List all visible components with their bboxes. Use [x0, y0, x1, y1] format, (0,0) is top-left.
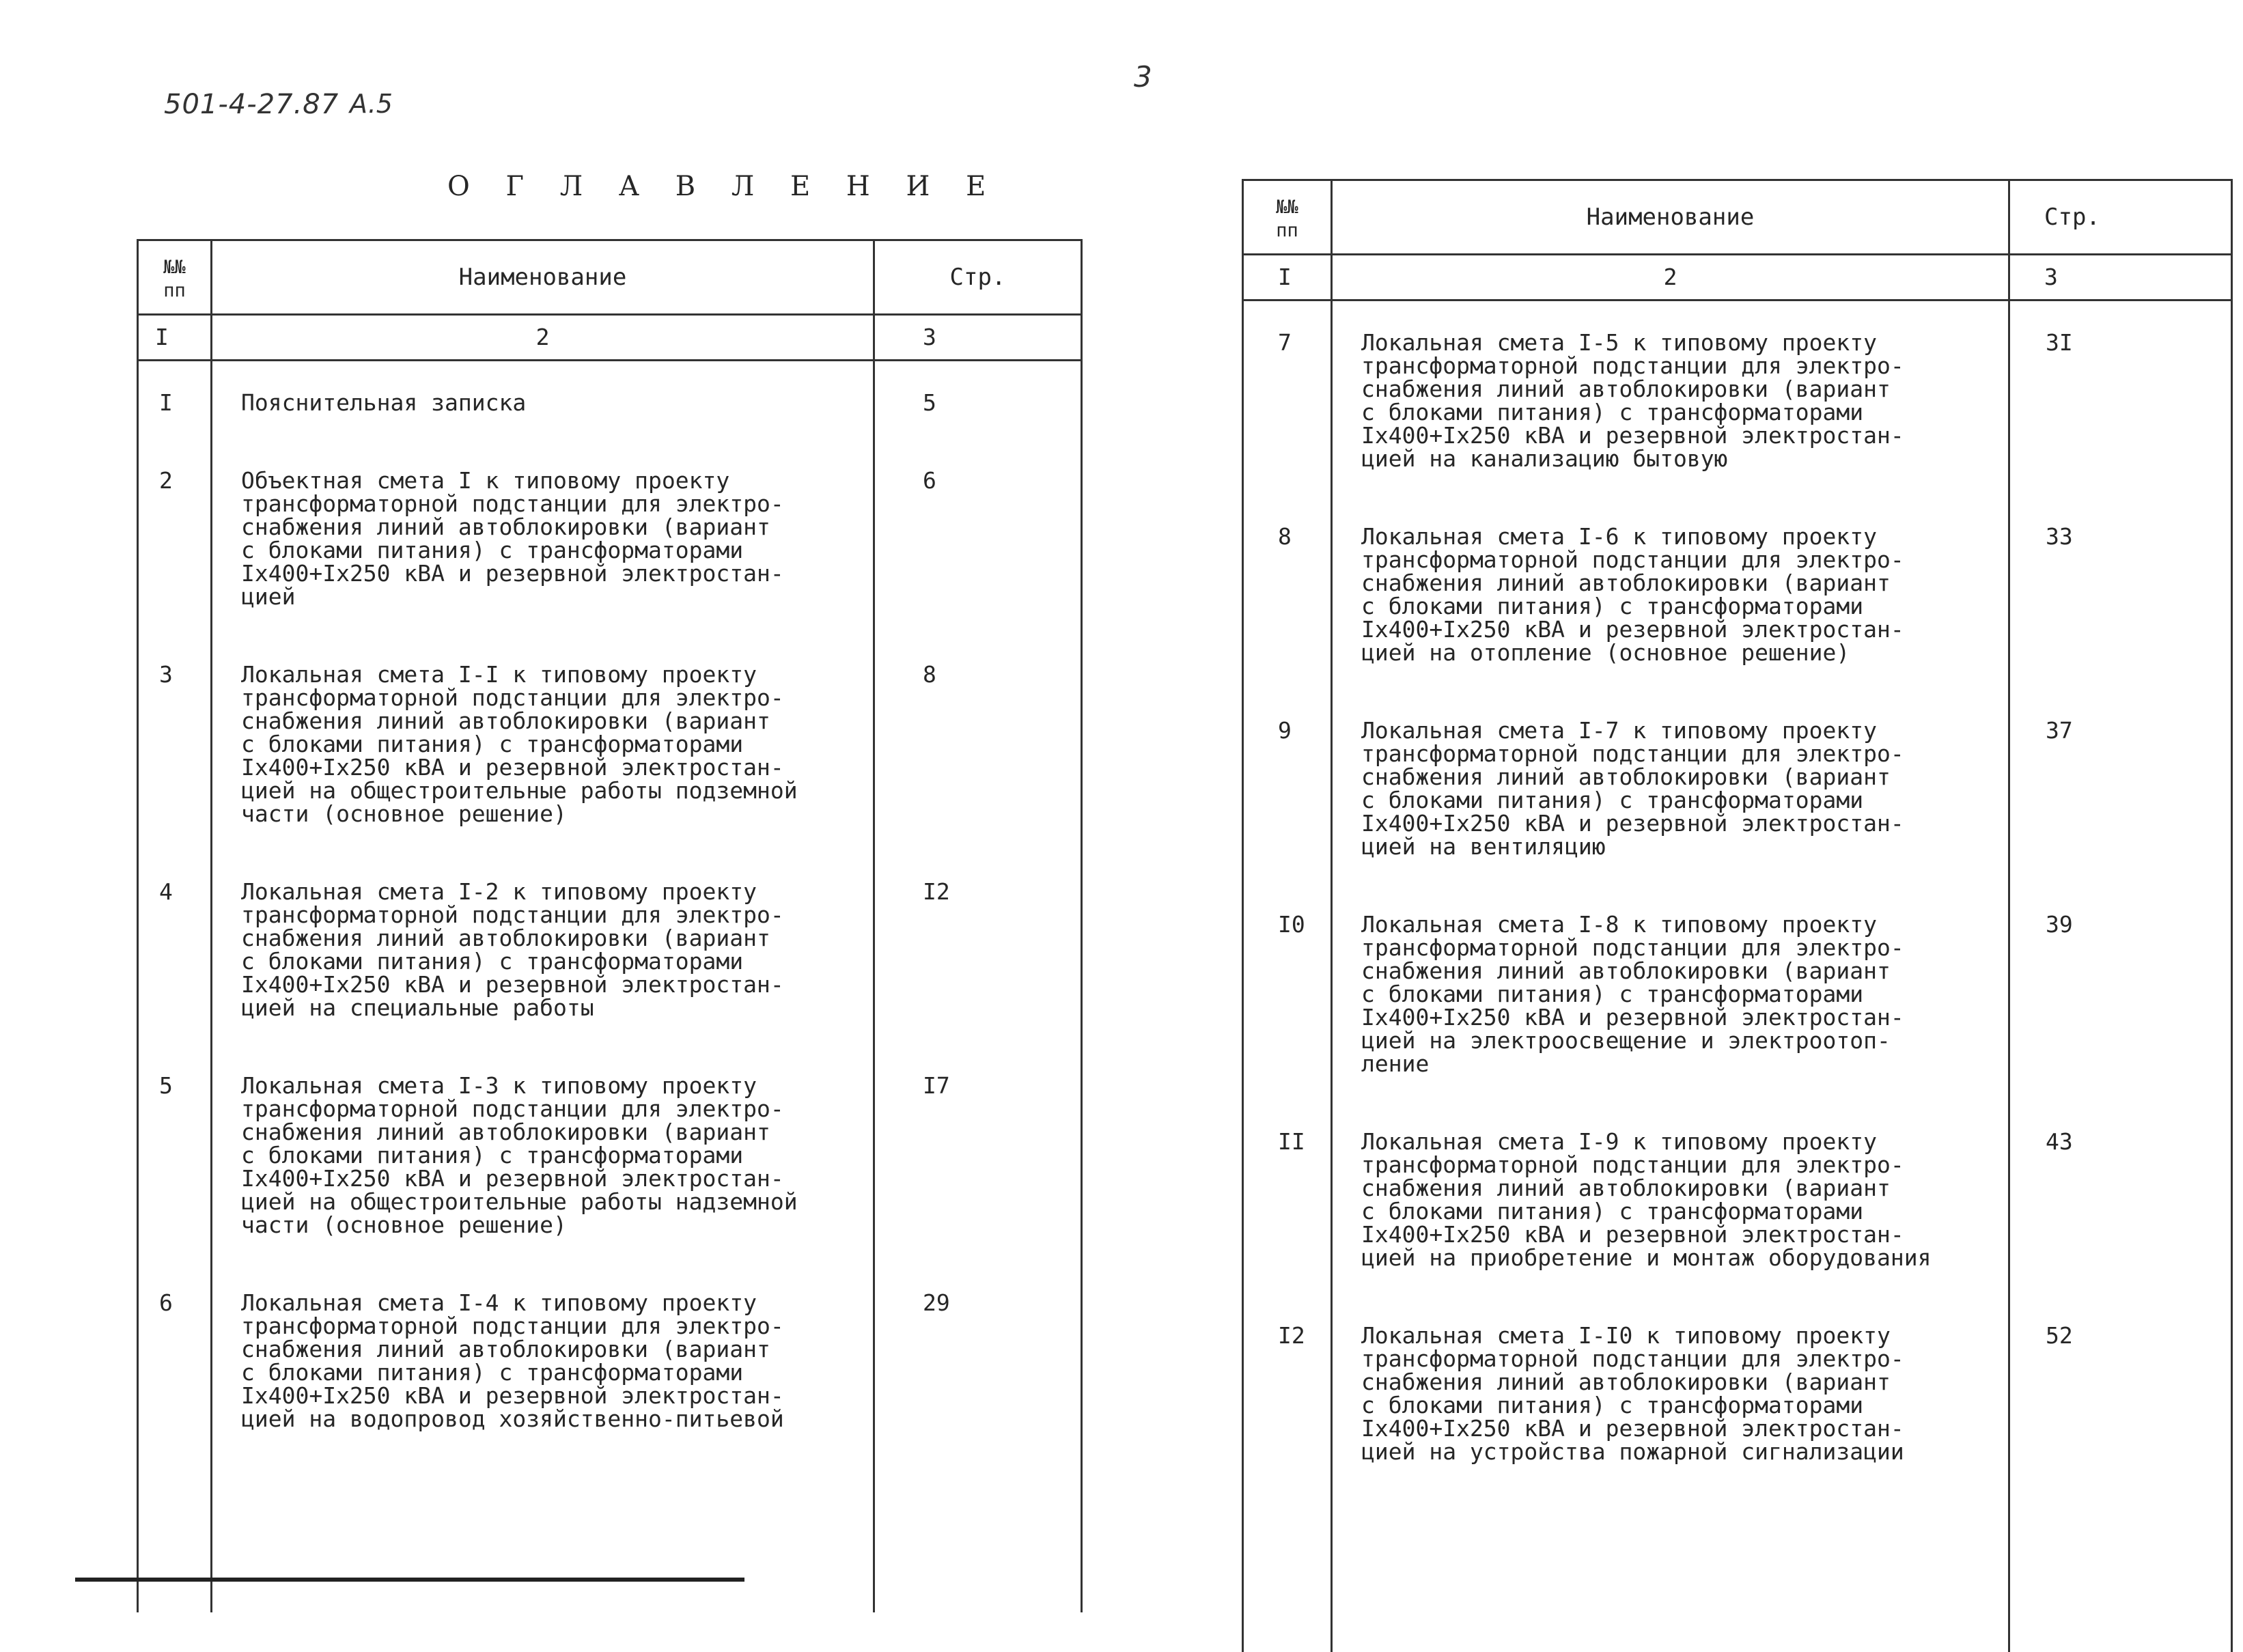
table-filler	[138, 1455, 1082, 1612]
header-num-label: №№ пп	[1276, 197, 1298, 241]
column-number-2: 2	[212, 315, 874, 361]
toc-row	[138, 1044, 1082, 1261]
document-code: 501-4-27.87	[164, 89, 339, 120]
entry-title: Локальная смета I-7 к типовому проекту трансформаторной подстанции для электро- снабжения линий автоблокировки (вариант с блоками питания) с трансформаторами Iх400+Iх250 кВА и резервной электростан- цией на вентиляцию	[1332, 689, 2009, 883]
toc-row	[1243, 689, 2232, 883]
entry-page: I7	[874, 1044, 1082, 1261]
entry-num: II	[1243, 1100, 1332, 1294]
entry-num: I0	[1243, 883, 1332, 1100]
header-num-label: №№ пп	[163, 257, 186, 301]
toc-row	[1243, 883, 2232, 1100]
entry-page: 29	[874, 1261, 1082, 1455]
entry-title: Локальная смета I-I0 к типовому проекту трансформаторной подстанции для электро- снабжения линий автоблокировки (вариант с блоками питания) с трансформаторами Iх400+Iх250 кВА и резервной электростан- цией на устройства пожарной сигнализации	[1332, 1294, 2009, 1488]
entry-page: 3I	[2009, 300, 2232, 496]
header-num	[138, 240, 212, 315]
entry-title: Локальная смета I-6 к типовому проекту трансформаторной подстанции для электро- снабжения линий автоблокировки (вариант с блоками питания) с трансформаторами Iх400+Iх250 кВА и резервной электростан- цией на отопление (основное решение)	[1332, 495, 2009, 689]
toc-row	[1243, 1100, 2232, 1294]
entry-title: Локальная смета I-3 к типовому проекту трансформаторной подстанции для электро- снабжения линий автоблокировки (вариант с блоками питания) с трансформаторами Iх400+Iх250 кВА и резервной электростан- цией на общестроительные работы надземной части (основное решение)	[212, 1044, 874, 1261]
entry-page: 6	[874, 439, 1082, 633]
entry-num: 6	[138, 1261, 212, 1455]
header-page-label: Стр.	[949, 264, 1006, 291]
header-name-label: Наименование	[458, 264, 627, 291]
page-number: 3	[1134, 60, 1152, 94]
table-filler	[1243, 1488, 2232, 1652]
entry-num: 3	[138, 633, 212, 850]
entry-title: Локальная смета I-8 к типовому проекту трансформаторной подстанции для электро- снабжения линий автоблокировки (вариант с блоками питания) с трансформаторами Iх400+Iх250 кВА и резервной электростан- цией на электроосвещение и электроотоп- ление	[1332, 883, 2009, 1100]
toc-row	[1243, 1294, 2232, 1488]
column-number-3: 3	[874, 315, 1082, 361]
header-page	[2009, 180, 2232, 255]
entry-page: 8	[874, 633, 1082, 850]
entry-title: Локальная смета I-5 к типовому проекту трансформаторной подстанции для электро- снабжения линий автоблокировки (вариант с блоками питания) с трансформаторами Iх400+Iх250 кВА и резервной электростан- цией на канализацию бытовую	[1332, 300, 2009, 496]
entry-page: 37	[2009, 689, 2232, 883]
entry-title: Локальная смета I-2 к типовому проекту трансформаторной подстанции для электро- снабжения линий автоблокировки (вариант с блоками питания) с трансформаторами Iх400+Iх250 кВА и резервной электростан- цией на специальные работы	[212, 850, 874, 1044]
entry-title: Пояснительная записка	[212, 361, 874, 440]
column-number-2: 2	[1332, 255, 2009, 300]
entry-page: 33	[2009, 495, 2232, 689]
entry-title: Локальная смета I-I к типовому проекту трансформаторной подстанции для электро- снабжения линий автоблокировки (вариант с блоками питания) с трансформаторами Iх400+Iх250 кВА и резервной электростан- цией на общестроительные работы подземной части (основное решение)	[212, 633, 874, 850]
entry-page: 5	[874, 361, 1082, 440]
header-page	[874, 240, 1082, 315]
entry-num: 7	[1243, 300, 1332, 496]
toc-row	[138, 850, 1082, 1044]
entry-num: 2	[138, 439, 212, 633]
toc-title: О Г Л А В Л Е Н И Е	[447, 171, 1000, 202]
bottom-rule	[75, 1578, 744, 1582]
header-name-label: Наименование	[1586, 204, 1755, 231]
entry-page: I2	[874, 850, 1082, 1044]
entry-title: Объектная смета I к типовому проекту трансформаторной подстанции для электро- снабжения линий автоблокировки (вариант с блоками питания) с трансформаторами Iх400+Iх250 кВА и резервной электростан- цией	[212, 439, 874, 633]
toc-row	[138, 633, 1082, 850]
toc-row	[138, 1261, 1082, 1455]
entry-num: 5	[138, 1044, 212, 1261]
entry-title: Локальная смета I-4 к типовому проекту трансформаторной подстанции для электро- снабжения линий автоблокировки (вариант с блоками питания) с трансформаторами Iх400+Iх250 кВА и резервной электростан- цией на водопровод хозяйственно-питьевой	[212, 1261, 874, 1455]
entry-num: I2	[1243, 1294, 1332, 1488]
header-page-label: Стр.	[2044, 204, 2100, 231]
entry-page: 52	[2009, 1294, 2232, 1488]
header-name	[212, 240, 874, 315]
entry-page: 43	[2009, 1100, 2232, 1294]
header-num	[1243, 180, 1332, 255]
column-number-3: 3	[2009, 255, 2232, 300]
toc-row	[138, 361, 1082, 440]
toc-table-left	[137, 239, 1083, 1612]
header-name	[1332, 180, 2009, 255]
sheet-mark: A.5	[350, 89, 393, 119]
entry-num: 4	[138, 850, 212, 1044]
toc-row	[138, 439, 1082, 633]
toc-row	[1243, 495, 2232, 689]
column-number-1: I	[138, 315, 212, 361]
toc-row	[1243, 300, 2232, 496]
column-number-1: I	[1243, 255, 1332, 300]
entry-num: 8	[1243, 495, 1332, 689]
entry-page: 39	[2009, 883, 2232, 1100]
entry-num: I	[138, 361, 212, 440]
entry-num: 9	[1243, 689, 1332, 883]
toc-table-right	[1242, 179, 2233, 1652]
entry-title: Локальная смета I-9 к типовому проекту трансформаторной подстанции для электро- снабжения линий автоблокировки (вариант с блоками питания) с трансформаторами Iх400+Iх250 кВА и резервной электростан- цией на приобретение и монтаж оборудования	[1332, 1100, 2009, 1294]
